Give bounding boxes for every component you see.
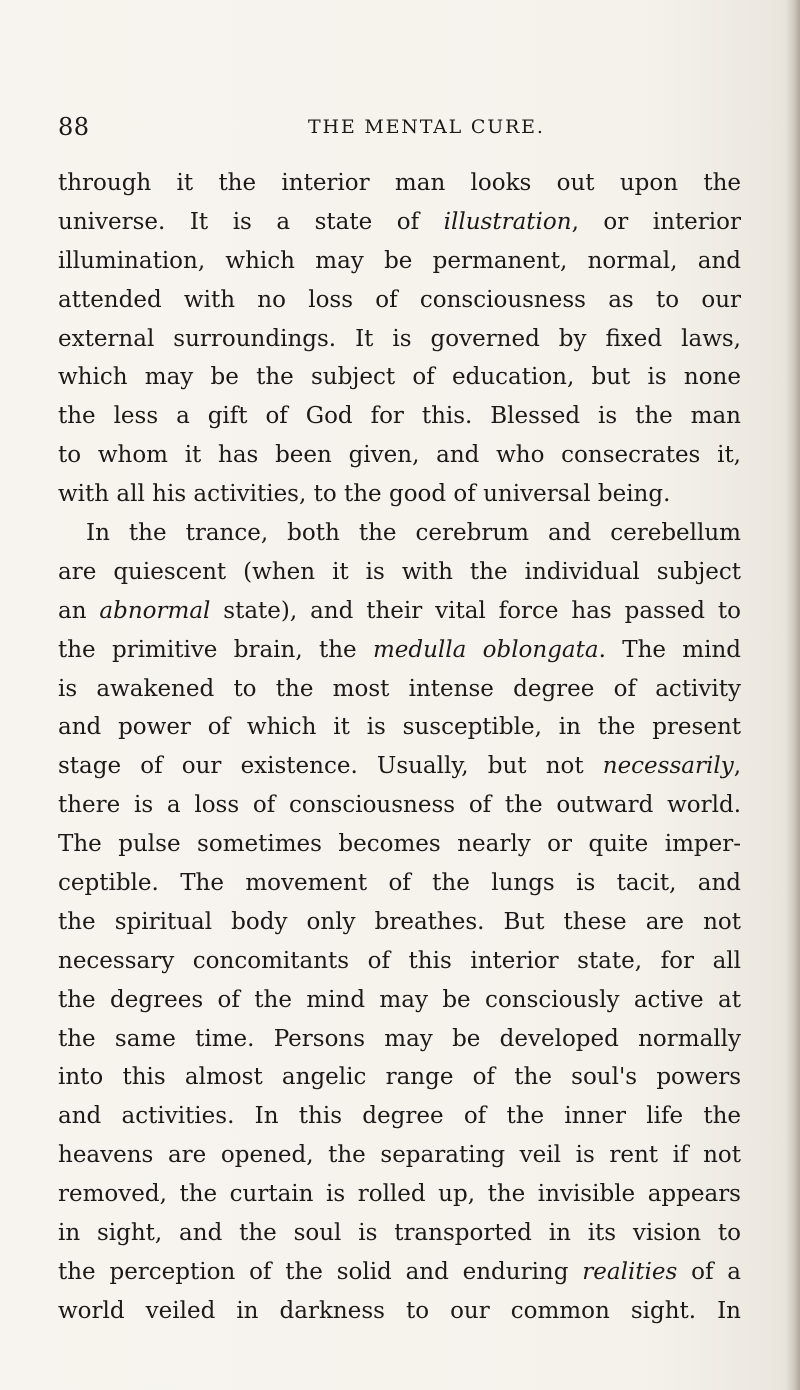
- text-line: with all his activities, to the good of universal being.: [58, 481, 671, 508]
- running-head: THE MENTAL CURE.: [308, 116, 545, 138]
- text-line: and activities. In this degree of the inner life the: [58, 1103, 741, 1130]
- text-line: heavens are opened, the separating veil is rent if not: [58, 1142, 741, 1169]
- body-text: [58, 164, 741, 1331]
- page-header: [58, 113, 738, 143]
- text-line: stage of our existence. Usually, but not necessarily,: [58, 753, 741, 780]
- text-line: external surroundings. It is governed by fixed laws,: [58, 325, 741, 352]
- paragraph-start-line: In the trance, both the cerebrum and cerebellum: [86, 520, 741, 547]
- text-line: the spiritual body only breathes. But these are not: [58, 908, 741, 935]
- text-line: the less a gift of God for this. Blessed is the man: [58, 403, 741, 430]
- text-line: are quiescent (when it is with the individual subject: [58, 558, 741, 585]
- text-line: the same time. Persons may be developed normally: [58, 1025, 741, 1052]
- text-line: is awakened to the most intense degree of activity: [58, 675, 741, 702]
- text-line: and power of which it is susceptible, in the present: [58, 714, 741, 741]
- text-line: world veiled in darkness to our common sight. In: [58, 1297, 741, 1324]
- text-line: illumination, which may be permanent, normal, and: [58, 247, 741, 274]
- text-line: universe. It is a state of illustration, or interior: [58, 208, 741, 235]
- text-line: an abnormal state), and their vital force has passed to: [58, 597, 741, 624]
- text-line: necessary concomitants of this interior state, for all: [58, 947, 741, 974]
- text-line: the degrees of the mind may be consciously active at: [58, 986, 741, 1013]
- text-line: the perception of the solid and enduring realities of a: [58, 1258, 741, 1285]
- text-line: through it the interior man looks out upon the: [58, 170, 741, 196]
- page-edge-shadow: [786, 0, 800, 1390]
- text-line: which may be the subject of education, but is none: [58, 364, 741, 391]
- text-line: ceptible. The movement of the lungs is tacit, and: [58, 870, 741, 897]
- text-line: there is a loss of consciousness of the outward world.: [58, 792, 741, 819]
- text-line: into this almost angelic range of the soul's powers: [58, 1064, 741, 1091]
- text-line: the primitive brain, the medulla oblongata. The mind: [58, 636, 742, 663]
- text-line: to whom it has been given, and who consecrates it,: [58, 442, 741, 469]
- text-line: attended with no loss of consciousness as to our: [58, 286, 741, 313]
- page-number: 88: [58, 113, 90, 141]
- text-line: removed, the curtain is rolled up, the invisible appears: [58, 1181, 741, 1208]
- text-line: The pulse sometimes becomes nearly or quite imper-: [58, 831, 741, 858]
- text-line: in sight, and the soul is transported in its vision to: [58, 1220, 741, 1247]
